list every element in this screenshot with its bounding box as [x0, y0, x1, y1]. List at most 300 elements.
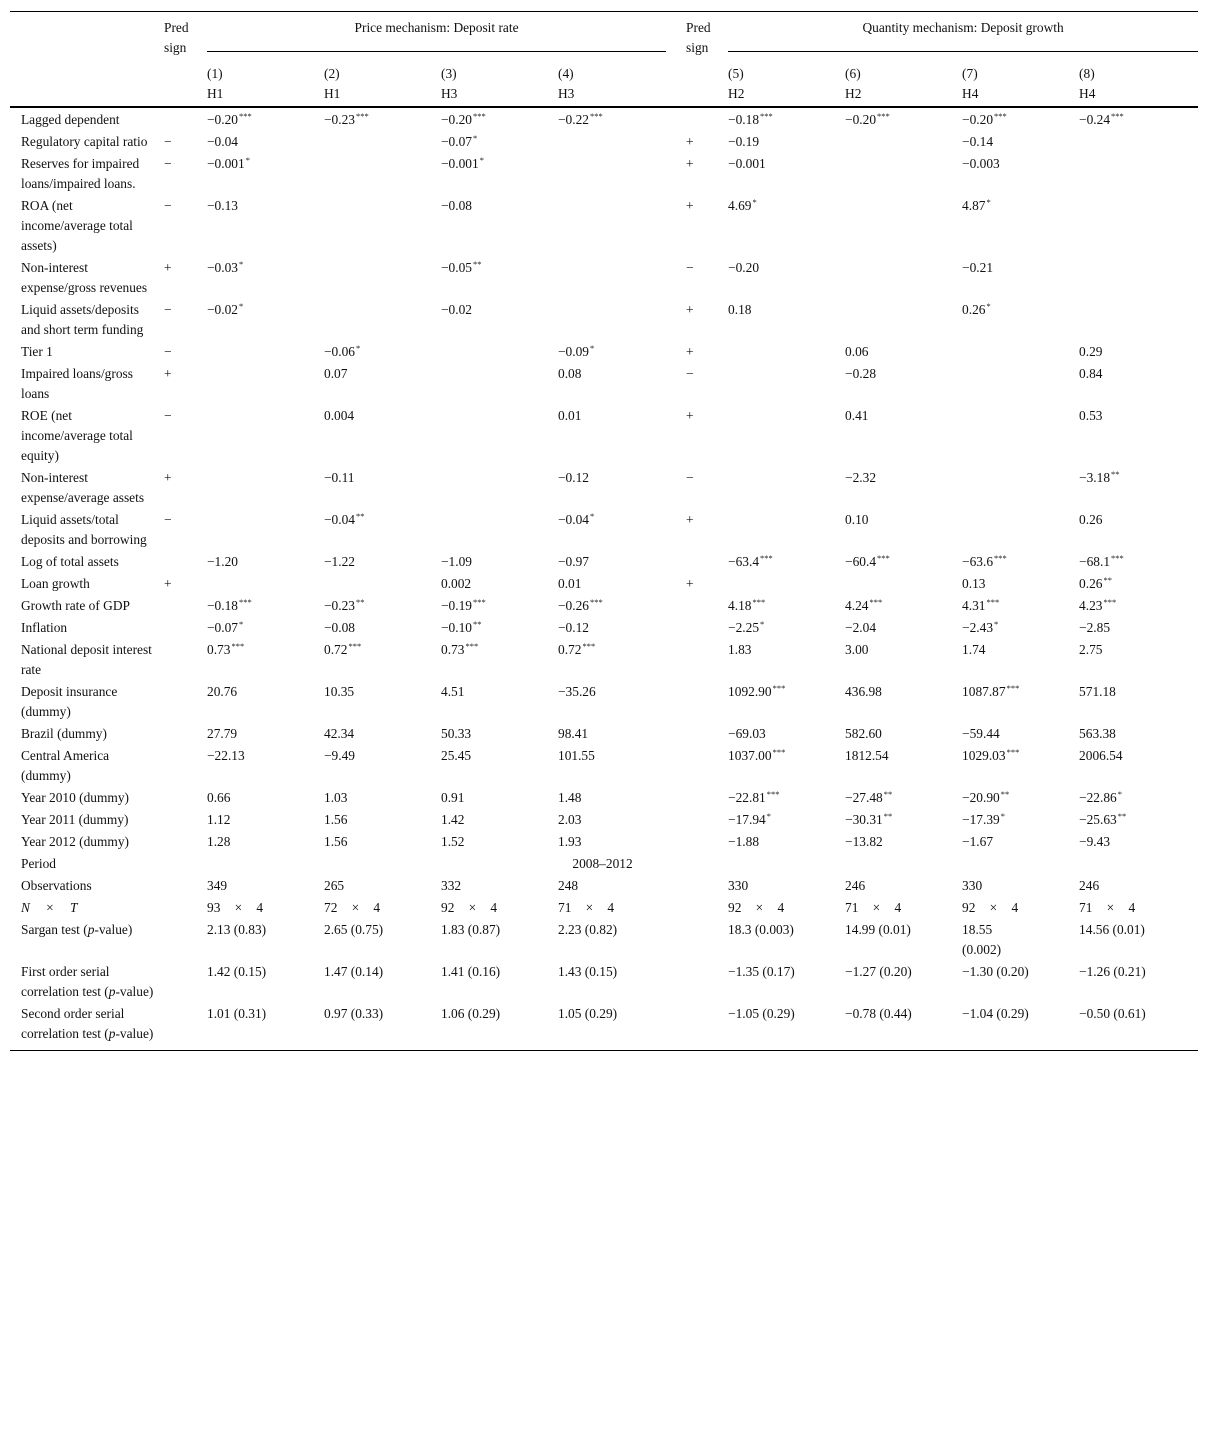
coef-cell	[845, 196, 962, 258]
row-label: Year 2012 (dummy)	[21, 834, 129, 849]
coef-cell	[441, 682, 558, 724]
pred-sign-price	[164, 682, 207, 724]
header-row-columns	[10, 64, 1198, 107]
observations-value: 332	[441, 878, 462, 893]
significance-stars: ***	[231, 641, 245, 651]
coef-value: 1.48	[558, 790, 582, 805]
coef-cell	[324, 510, 441, 552]
coef-value: −0.22	[558, 112, 589, 127]
coef-cell	[1079, 154, 1198, 196]
row-label: Tier 1	[21, 344, 53, 359]
test-value: −1.27 (0.20)	[845, 964, 912, 979]
coef-cell	[441, 596, 558, 618]
test-value: 18.3 (0.003)	[728, 922, 794, 937]
coef-cell	[845, 552, 962, 574]
coef-value: −0.13	[207, 198, 238, 213]
coef-value: −0.07	[207, 620, 238, 635]
nxt-row	[10, 898, 1198, 920]
coef-value: 0.01	[558, 576, 582, 591]
significance-stars: ***	[986, 597, 1000, 607]
row-label: Non-interest expense/gross revenues	[21, 260, 148, 295]
price-mechanism-title: Price mechanism: Deposit rate	[207, 18, 666, 52]
coef-cell	[207, 746, 324, 788]
coef-value: −2.04	[845, 620, 877, 635]
observations-value: 330	[728, 878, 749, 893]
coef-cell	[441, 364, 558, 406]
observations-value: 246	[1079, 878, 1100, 893]
coef-cell	[207, 682, 324, 724]
significance-stars: *	[994, 619, 999, 629]
significance-stars: **	[883, 811, 893, 821]
coef-cell	[1079, 832, 1198, 854]
coef-value: −0.04	[324, 512, 355, 527]
coef-value: 4.51	[441, 684, 465, 699]
pred-sign-quantity	[676, 832, 728, 854]
pred-sign-price: −	[164, 344, 172, 359]
coef-value: 0.13	[962, 576, 986, 591]
coef-cell	[728, 788, 845, 810]
table-row	[10, 832, 1198, 854]
coef-value: 2006.54	[1079, 748, 1123, 763]
coef-cell	[441, 618, 558, 640]
coef-cell	[1079, 510, 1198, 552]
coef-cell	[962, 724, 1079, 746]
coef-cell	[558, 300, 676, 342]
significance-stars: ***	[760, 553, 773, 563]
row-label: Year 2011 (dummy)	[21, 812, 129, 827]
period-label: Period	[21, 856, 56, 871]
significance-stars: *	[590, 511, 595, 521]
coef-cell	[558, 746, 676, 788]
coef-value: −0.18	[728, 112, 760, 127]
coef-cell	[441, 746, 558, 788]
coef-cell	[1079, 468, 1198, 510]
significance-stars: **	[1117, 811, 1127, 821]
test-value: 2.13 (0.83)	[207, 922, 267, 937]
pred-sign-quantity	[676, 746, 728, 788]
coef-value: 1.74	[962, 642, 986, 657]
coef-value: −60.4	[845, 554, 877, 569]
test-value: 1.43 (0.15)	[558, 964, 618, 979]
coef-value: −0.19	[728, 134, 760, 149]
significance-stars: *	[760, 619, 765, 629]
coef-cell	[962, 196, 1079, 258]
coef-cell	[845, 406, 962, 468]
row-label: Growth rate of GDP	[21, 598, 130, 613]
test-row	[10, 962, 1198, 1004]
coef-value: 1812.54	[845, 748, 889, 763]
coef-cell	[728, 364, 845, 406]
table-row	[10, 468, 1198, 510]
coef-cell	[962, 258, 1079, 300]
pred-sign-price	[164, 596, 207, 618]
significance-stars: *	[986, 197, 991, 207]
coef-value: −25.63	[1079, 812, 1117, 827]
observations-row	[10, 876, 1198, 898]
coef-value: 582.60	[845, 726, 882, 741]
table-row	[10, 788, 1198, 810]
row-label: Liquid assets/total deposits and borrowing	[21, 512, 147, 547]
regression-table	[10, 11, 1198, 1051]
pred-sign-price: −	[164, 198, 172, 213]
coef-value: 0.73	[207, 642, 231, 657]
column-header: (1) H1	[207, 66, 224, 101]
coef-value: 50.33	[441, 726, 472, 741]
column-header: (8) H4	[1079, 66, 1096, 101]
coef-cell	[324, 258, 441, 300]
table-row	[10, 746, 1198, 788]
coef-cell	[728, 154, 845, 196]
pred-sign-quantity: +	[686, 344, 694, 359]
coef-cell	[845, 107, 962, 132]
coef-value: −0.003	[962, 156, 1000, 171]
coef-cell	[324, 468, 441, 510]
coef-value: −69.03	[728, 726, 766, 741]
test-value: 1.01 (0.31)	[207, 1004, 324, 1051]
nxt-value: 92 × 4	[962, 900, 1019, 915]
nxt-value: 72 × 4	[324, 900, 381, 915]
significance-stars: **	[356, 597, 365, 607]
coef-value: −0.09	[558, 344, 589, 359]
coef-cell	[324, 406, 441, 468]
coef-cell	[1079, 364, 1198, 406]
coef-cell	[1079, 596, 1198, 618]
significance-stars: *	[239, 619, 244, 629]
coef-cell	[207, 132, 324, 154]
coef-cell	[441, 640, 558, 682]
coef-value: 1.28	[207, 834, 231, 849]
significance-stars: *	[590, 343, 595, 353]
row-label: Reserves for impaired loans/impaired loans.	[21, 156, 140, 191]
coef-cell	[558, 810, 676, 832]
pred-sign-quantity: −	[686, 366, 694, 381]
coef-cell	[728, 468, 845, 510]
coef-cell	[558, 196, 676, 258]
column-header: (3) H3	[441, 66, 458, 101]
pred-sign-quantity	[676, 640, 728, 682]
pred-sign-price	[164, 552, 207, 574]
row-label: Impaired loans/gross loans	[21, 366, 133, 401]
coef-cell	[1079, 552, 1198, 574]
test-value: −1.30 (0.20)	[962, 964, 1029, 979]
table-row	[10, 154, 1198, 196]
coef-cell	[728, 552, 845, 574]
coef-cell	[441, 258, 558, 300]
test-value: −0.50 (0.61)	[1079, 1004, 1198, 1051]
coef-value: −0.97	[558, 554, 589, 569]
test-value: −1.05 (0.29)	[728, 1004, 845, 1051]
coef-value: −0.20	[207, 112, 238, 127]
coef-value: −20.90	[962, 790, 1000, 805]
significance-stars: ***	[473, 111, 486, 121]
coef-value: −2.25	[728, 620, 760, 635]
table-row	[10, 618, 1198, 640]
significance-stars: **	[473, 259, 482, 269]
coef-value: 0.72	[558, 642, 582, 657]
significance-stars: ***	[1111, 553, 1124, 563]
nxt-label: N × T	[21, 900, 78, 915]
significance-stars: *	[239, 301, 244, 311]
pred-sign-quantity	[676, 618, 728, 640]
coef-cell	[207, 107, 324, 132]
significance-stars: ***	[1103, 597, 1117, 607]
coef-value: 1.56	[324, 834, 348, 849]
observations-value: 265	[324, 878, 345, 893]
coef-cell	[558, 574, 676, 596]
coef-value: 0.26	[1079, 576, 1103, 591]
coef-cell	[962, 640, 1079, 682]
coef-cell	[558, 154, 676, 196]
coef-cell	[441, 574, 558, 596]
coef-value: 101.55	[558, 748, 595, 763]
coef-value: 0.07	[324, 366, 348, 381]
coef-cell	[728, 510, 845, 552]
pred-sign-price	[164, 618, 207, 640]
coef-value: 0.41	[845, 408, 869, 423]
coef-cell	[1079, 788, 1198, 810]
coef-value: −13.82	[845, 834, 883, 849]
coef-value: 0.84	[1079, 366, 1103, 381]
coef-cell	[441, 342, 558, 364]
coef-cell	[558, 596, 676, 618]
coef-cell	[324, 342, 441, 364]
nxt-value: 71 × 4	[558, 900, 615, 915]
coef-cell	[962, 510, 1079, 552]
coef-value: −1.22	[324, 554, 355, 569]
coef-cell	[558, 132, 676, 154]
quantity-mechanism-title: Quantity mechanism: Deposit growth	[728, 18, 1198, 52]
coef-value: −22.86	[1079, 790, 1117, 805]
coef-value: 25.45	[441, 748, 472, 763]
coef-cell	[962, 406, 1079, 468]
coef-cell	[845, 510, 962, 552]
coef-cell	[962, 552, 1079, 574]
significance-stars: ***	[590, 111, 603, 121]
pred-sign-quantity: +	[686, 198, 694, 213]
coef-cell	[845, 682, 962, 724]
coef-cell	[728, 107, 845, 132]
test-value: 2.65 (0.75)	[324, 922, 384, 937]
coef-value: −0.12	[558, 620, 589, 635]
significance-stars: ***	[582, 641, 596, 651]
pred-sign-price: −	[164, 302, 172, 317]
coef-cell	[728, 406, 845, 468]
coef-cell	[207, 618, 324, 640]
row-label: Non-interest expense/average assets	[21, 470, 145, 505]
coef-value: 4.69	[728, 198, 752, 213]
coef-value: −0.06	[324, 344, 355, 359]
pred-sign-price	[164, 640, 207, 682]
significance-stars: ***	[994, 553, 1007, 563]
significance-stars: ***	[772, 683, 786, 693]
coef-cell	[1079, 342, 1198, 364]
coef-value: 0.004	[324, 408, 355, 423]
nxt-value: 92 × 4	[441, 900, 498, 915]
coef-cell	[207, 640, 324, 682]
coef-cell	[962, 682, 1079, 724]
coef-cell	[1079, 618, 1198, 640]
coef-value: −0.20	[845, 112, 877, 127]
table-row	[10, 640, 1198, 682]
coef-cell	[441, 724, 558, 746]
pred-sign-quantity	[676, 552, 728, 574]
pred-sign-price	[164, 810, 207, 832]
observations-value: 330	[962, 878, 983, 893]
coef-cell	[728, 342, 845, 364]
column-header: (6) H2	[845, 66, 862, 101]
coef-cell	[441, 468, 558, 510]
test-value: 18.55 (0.002)	[962, 922, 1002, 957]
coef-cell	[1079, 724, 1198, 746]
coef-cell	[558, 640, 676, 682]
coef-value: −2.85	[1079, 620, 1111, 635]
coef-cell	[324, 132, 441, 154]
pred-sign-price: +	[164, 470, 172, 485]
coef-value: −1.67	[962, 834, 994, 849]
coef-value: 4.23	[1079, 598, 1103, 613]
significance-stars: **	[883, 789, 893, 799]
coef-value: −0.20	[728, 260, 760, 275]
row-label: Log of total assets	[21, 554, 119, 569]
coef-cell	[324, 640, 441, 682]
coef-value: −0.19	[441, 598, 472, 613]
coef-cell	[845, 618, 962, 640]
coef-cell	[207, 574, 324, 596]
coef-value: 10.35	[324, 684, 355, 699]
coef-cell	[558, 788, 676, 810]
nxt-value: 71 × 4	[845, 900, 902, 915]
coef-cell	[558, 510, 676, 552]
pred-sign-price	[164, 788, 207, 810]
coef-cell	[558, 832, 676, 854]
coef-value: 2.03	[558, 812, 582, 827]
significance-stars: ***	[877, 111, 890, 121]
coef-cell	[441, 107, 558, 132]
coef-value: 4.87	[962, 198, 986, 213]
coef-value: −35.26	[558, 684, 596, 699]
pred-sign-header-price: Pred sign	[164, 20, 189, 55]
coef-cell	[207, 832, 324, 854]
coef-cell	[962, 810, 1079, 832]
coef-cell	[207, 810, 324, 832]
coef-cell	[441, 154, 558, 196]
observations-value: 248	[558, 878, 579, 893]
coef-cell	[845, 746, 962, 788]
coef-cell	[324, 724, 441, 746]
coef-value: −0.02	[441, 302, 472, 317]
row-label: Inflation	[21, 620, 68, 635]
table-row	[10, 342, 1198, 364]
nxt-value: 93 × 4	[207, 900, 264, 915]
significance-stars: *	[1000, 811, 1005, 821]
coef-value: −0.18	[207, 598, 238, 613]
significance-stars: *	[479, 155, 484, 165]
coef-cell	[207, 196, 324, 258]
coef-cell	[324, 832, 441, 854]
coef-cell	[441, 810, 558, 832]
coef-value: 0.29	[1079, 344, 1103, 359]
corner-cell	[10, 12, 164, 65]
table-row	[10, 724, 1198, 746]
coef-value: −0.20	[962, 112, 994, 127]
coef-value: −9.43	[1079, 834, 1111, 849]
coef-value: 98.41	[558, 726, 589, 741]
test-value: 14.56 (0.01)	[1079, 922, 1145, 937]
coef-cell	[207, 300, 324, 342]
coef-value: 0.18	[728, 302, 752, 317]
test-row	[10, 1004, 1198, 1051]
coef-value: −0.04	[207, 134, 238, 149]
coef-value: 0.26	[962, 302, 986, 317]
coef-cell	[207, 510, 324, 552]
significance-stars: ***	[1111, 111, 1124, 121]
pred-sign-price: −	[164, 512, 172, 527]
coef-cell	[845, 832, 962, 854]
row-label: ROA (net income/average total assets)	[21, 198, 133, 253]
coef-cell	[207, 468, 324, 510]
row-label: Central America (dummy)	[21, 748, 110, 783]
table-row	[10, 810, 1198, 832]
coef-cell	[728, 618, 845, 640]
coef-value: −1.09	[441, 554, 472, 569]
coef-value: 20.76	[207, 684, 238, 699]
coef-cell	[728, 832, 845, 854]
coef-value: −0.23	[324, 598, 355, 613]
significance-stars: ***	[590, 597, 603, 607]
coef-cell	[728, 300, 845, 342]
coef-cell	[441, 132, 558, 154]
coef-value: 0.91	[441, 790, 465, 805]
pred-sign-price	[164, 832, 207, 854]
pred-sign-quantity	[676, 596, 728, 618]
coef-value: −2.32	[845, 470, 877, 485]
pred-sign-quantity: +	[686, 576, 694, 591]
coef-value: −0.001	[728, 156, 766, 171]
coef-cell	[962, 300, 1079, 342]
coef-value: 3.00	[845, 642, 869, 657]
coef-cell	[324, 300, 441, 342]
quantity-mechanism-header	[728, 12, 1198, 65]
coef-cell	[845, 132, 962, 154]
row-label: Deposit insurance (dummy)	[21, 684, 118, 719]
coef-value: 1.03	[324, 790, 348, 805]
row-label: ROE (net income/average total equity)	[21, 408, 133, 463]
significance-stars: ***	[752, 597, 766, 607]
coef-value: −0.11	[324, 470, 355, 485]
coef-value: −0.12	[558, 470, 589, 485]
pred-sign-price	[164, 746, 207, 788]
coef-value: 436.98	[845, 684, 882, 699]
coef-value: −0.02	[207, 302, 238, 317]
observations-value: 349	[207, 878, 228, 893]
significance-stars: ***	[356, 111, 369, 121]
pred-sign-header-quantity: Pred sign	[686, 20, 711, 55]
pred-sign-price	[164, 724, 207, 746]
significance-stars: *	[1117, 789, 1122, 799]
table-row	[10, 300, 1198, 342]
coef-cell	[845, 574, 962, 596]
significance-stars: ***	[1006, 683, 1020, 693]
coef-cell	[845, 364, 962, 406]
coef-value: 0.002	[441, 576, 472, 591]
coef-cell	[558, 552, 676, 574]
coef-value: 4.31	[962, 598, 986, 613]
significance-stars: ***	[766, 789, 780, 799]
coef-value: −17.39	[962, 812, 1000, 827]
coef-cell	[845, 468, 962, 510]
coef-value: −2.43	[962, 620, 994, 635]
coef-cell	[324, 682, 441, 724]
